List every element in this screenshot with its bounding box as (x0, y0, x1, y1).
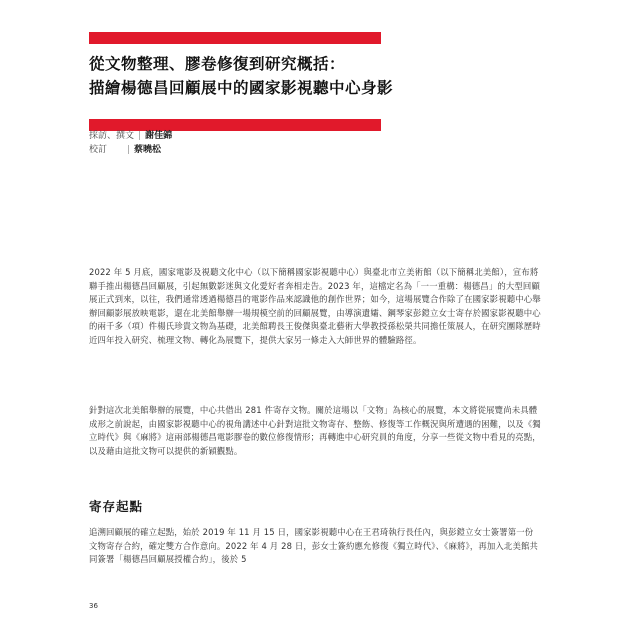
paragraph-text: 追溯回顧展的確立起點，始於 2019 年 11 月 15 日，國家影視聽中心在王君琦執行長任內，與彭鎧立女士簽署第一份文物寄存合約，確定雙方合作意向。2022 年 4 月 28 日，彭女士簽約應允修復《獨立時代》、《麻將》，再加入北美館共同簽署「楊德昌回顧展授權合約」，後於 5 (89, 527, 539, 565)
credit-row-editor (89, 143, 172, 157)
title-line-2: 描繪楊德昌回顧展中的國家影視聽中心身影 (89, 79, 394, 97)
credit-row-author (89, 129, 172, 143)
page-number: 36 (89, 602, 98, 610)
credit-role: 校訂 (89, 145, 108, 155)
paragraph-text: 針對這次北美館舉辦的展覽，中心共借出 281 件寄存文物。關於這場以「文物」為核心的展覽，本文將從展覽尚未具體成形之前說起，由國家影視聽中心的視角講述中心針對這批文物寄存、整飭、修復等工作概況與所遭遇的困難，以及《獨立時代》與《麻將》這兩部楊德昌電影膠卷的數位修復情形；再轉進中心研究員的角度，分享一些從文物中看見的亮點，以及藉由這批文物可以提供的新穎觀點。 (89, 405, 541, 456)
section-heading: 寄存起點 (89, 499, 144, 514)
credit-separator: | (138, 131, 142, 141)
credit-role: 採訪、撰文 (89, 131, 135, 141)
paragraph-text: 2022 年 5 月底，國家電影及視聽文化中心（以下簡稱國家影視聽中心）與臺北市立美術館（以下簡稱北美館），宣布將聯手推出楊德昌回顧展，引起無數影迷與文化愛好者奔相走告。2023 年，這檔定名為「一一重構：楊德昌」的大型回顧展正式到來，以往，我們通常透過楊德昌的電影作品來認識他的創作世界；如今，這場展覽合作除了在國家影視聽中心舉辦回顧影展放映電影，還在北美館舉辦一場規模空前的回顧展覽，由導演遺孀、鋼琴家彭鎧立女士寄存於國家影視聽中心的兩千多（項）件楊氏珍貴文物為基礎，北美館聘長王俊傑與臺北藝術大學教授孫松榮共同擔任策展人，在研究團隊歷時近四年投入研究、梳理文物、轉化為展覽下，提供大家另一條走入大師世界的體驗路徑。 (89, 267, 541, 345)
credit-separator: | (127, 145, 131, 155)
credit-name: 謝佳錦 (145, 131, 173, 141)
title-top-rule (89, 32, 381, 44)
title-line-1: 從文物整理、膠卷修復到研究概括： (89, 55, 346, 73)
body-paragraph-3 (89, 526, 541, 567)
body-paragraph-1 (89, 266, 541, 348)
article-title (89, 52, 509, 100)
credit-name: 蔡曉松 (134, 145, 162, 155)
credits (89, 129, 172, 157)
body-paragraph-2 (89, 404, 541, 458)
